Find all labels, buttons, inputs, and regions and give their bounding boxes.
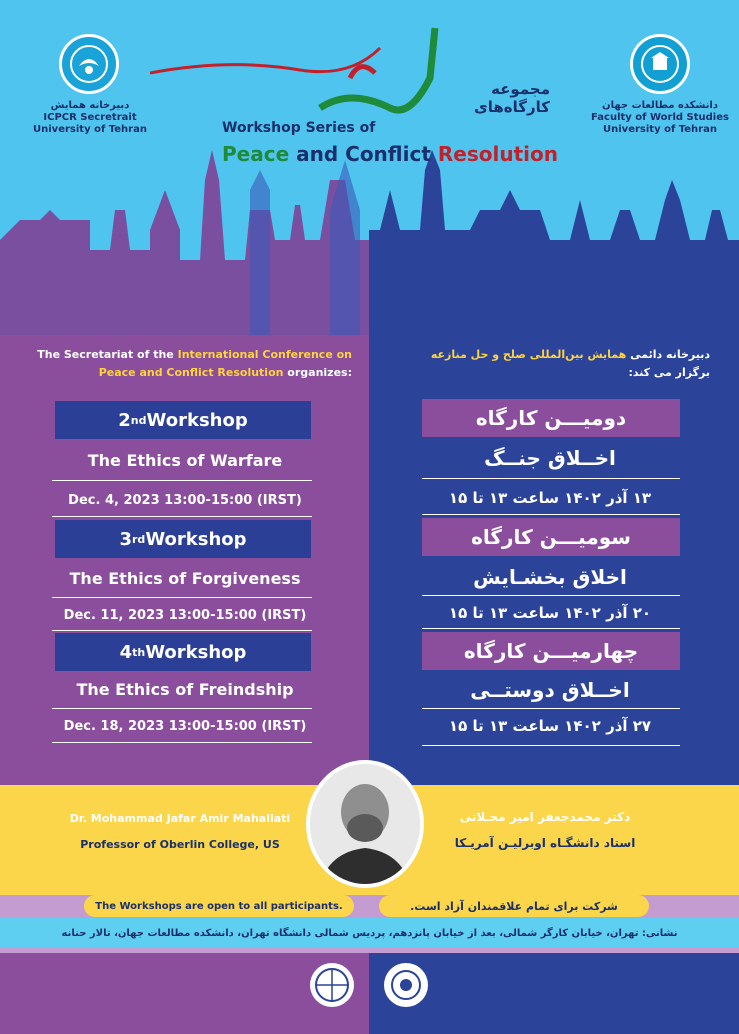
workshop-3-title-en xyxy=(55,520,311,558)
ordinal-suffix: nd xyxy=(130,413,147,427)
icpcr-caption-university: University of Tehran xyxy=(33,124,147,135)
speaker-photo xyxy=(306,760,424,888)
workshop-label: Workshop xyxy=(146,409,248,431)
workshop-number: 2 xyxy=(118,409,131,431)
icpcr-logo xyxy=(59,34,119,94)
intro-fa-pre: دبیرخانه دائمی xyxy=(626,348,710,361)
icpcr-caption-en: ICPCR Secretrait xyxy=(43,112,137,123)
divider xyxy=(422,478,680,479)
organizer-intro-fa xyxy=(380,346,710,382)
rosette-icon xyxy=(384,963,428,1007)
workshop-3-date-fa: ۲۰ آذر ۱۴۰۲ ساعت ۱۳ تا ۱۵ xyxy=(448,604,652,622)
workshop-3-date-en: Dec. 11, 2023 13:00-15:00 (IRST) xyxy=(63,607,307,623)
workshop-4-topic-en: The Ethics of Freindship xyxy=(76,679,294,699)
icpcr-caption-fa: دبیرخانه همایش xyxy=(50,100,130,111)
portrait-icon xyxy=(310,764,420,884)
divider xyxy=(52,742,312,743)
series-word-resolution: Resolution xyxy=(437,142,558,166)
intro-en-post: organizes: xyxy=(283,366,352,379)
icpcr-caption xyxy=(20,100,160,136)
series-subject-en xyxy=(222,142,558,166)
intro-en-pre: The Secretariat of the xyxy=(37,348,178,361)
workshop-2-date-fa: ۱۳ آذر ۱۴۰۲ ساعت ۱۳ تا ۱۵ xyxy=(448,489,652,507)
divider xyxy=(52,597,312,598)
workshop-2-topic-en: The Ethics of Warfare xyxy=(87,450,283,470)
peace-association-logo xyxy=(310,963,354,1007)
series-word-peace: Peace xyxy=(222,142,290,166)
series-title-en: Workshop Series of xyxy=(222,120,376,136)
workshop-4-date-fa: ۲۷ آذر ۱۴۰۲ ساعت ۱۳ تا ۱۵ xyxy=(448,717,652,735)
workshop-label: Workshop xyxy=(145,528,247,550)
workshop-3-topic-en: The Ethics of Forgiveness xyxy=(69,568,301,588)
world-studies-caption-university: University of Tehran xyxy=(603,124,717,135)
workshop-2-title-en xyxy=(55,401,311,439)
speaker-title-en: Professor of Oberlin College, US xyxy=(80,838,280,851)
workshop-4-title-fa: چهارمیـــن کارگاه xyxy=(422,632,680,670)
divider xyxy=(422,514,680,515)
globe-icon xyxy=(310,963,354,1007)
workshop-4-title-en xyxy=(55,633,311,671)
divider xyxy=(52,516,312,517)
intro-fa-post: برگزار می کند: xyxy=(628,366,710,379)
world-studies-caption-en: Faculty of World Studies xyxy=(591,112,729,123)
workshop-4-date-en: Dec. 18, 2023 13:00-15:00 (IRST) xyxy=(63,718,307,734)
open-to-all-fa: شرکت برای تمام علاقمندان آزاد است. xyxy=(379,895,649,917)
speaker-name-en: Dr. Mohammad Jafar Amir Mahallati xyxy=(69,812,291,825)
workshop-4-topic-fa: اخــلاق دوستــی xyxy=(470,678,630,702)
speaker-name-fa: دکتر محمدجعفر امیر محـلاتی xyxy=(459,810,631,824)
workshop-3-title-fa: سومیـــن کارگاه xyxy=(422,518,680,556)
workshop-number: 3 xyxy=(119,528,132,550)
world-studies-logo xyxy=(630,34,690,94)
series-title-fa xyxy=(430,80,550,116)
series-title-fa-line2: کارگاه‌های xyxy=(474,98,550,116)
workshop-2-date-en: Dec. 4, 2023 13:00-15:00 (IRST) xyxy=(68,492,302,508)
series-word-conflict: Conflict xyxy=(345,142,431,166)
workshop-2-title-fa: دومیـــن کارگاه xyxy=(422,399,680,437)
divider xyxy=(422,595,680,596)
dove-emblem-icon xyxy=(69,44,109,84)
divider xyxy=(52,708,312,709)
calligraphy-title-graphic xyxy=(150,18,440,128)
workshop-number: 4 xyxy=(119,641,133,663)
workshop-2-topic-fa: اخــلاق جنــگ xyxy=(484,446,616,470)
ordinal-suffix: rd xyxy=(132,532,146,546)
intro-en-highlight: International Conference on Peace and Conflict Resolution xyxy=(98,348,352,379)
ordinal-suffix: th xyxy=(132,645,146,659)
city-skyline-illustration xyxy=(0,150,739,335)
series-word-and: and xyxy=(296,142,339,166)
speaker-title-fa: استاد دانشگـاه اوبرلیـن آمریـکا xyxy=(454,836,636,850)
divider xyxy=(52,630,312,631)
divider xyxy=(422,745,680,746)
workshop-label: Workshop xyxy=(145,641,247,663)
divider xyxy=(422,628,680,629)
world-studies-association-logo xyxy=(384,963,428,1007)
series-title-fa-line1: مجموعه xyxy=(491,80,550,98)
workshop-3-topic-fa: اخلاق بخشـایش xyxy=(473,565,627,589)
venue-address: نشانی: تهران، خیابان کارگر شمالی، بعد از خیابان پانزدهم، پردیس شمالی دانشگاه تهران، دانشکده مطالعات جهان، تالار حنانه xyxy=(0,918,739,948)
open-to-all-en: The Workshops are open to all participants. xyxy=(84,895,354,917)
world-studies-caption-fa: دانشکده مطالعات جهان xyxy=(602,100,718,111)
organizer-intro-en xyxy=(22,346,352,382)
university-emblem-icon xyxy=(640,44,680,84)
intro-fa-highlight: همایش بین‌المللی صلح و حل منازعه xyxy=(430,348,627,361)
world-studies-caption xyxy=(585,100,735,136)
divider xyxy=(52,480,312,481)
divider xyxy=(422,708,680,709)
